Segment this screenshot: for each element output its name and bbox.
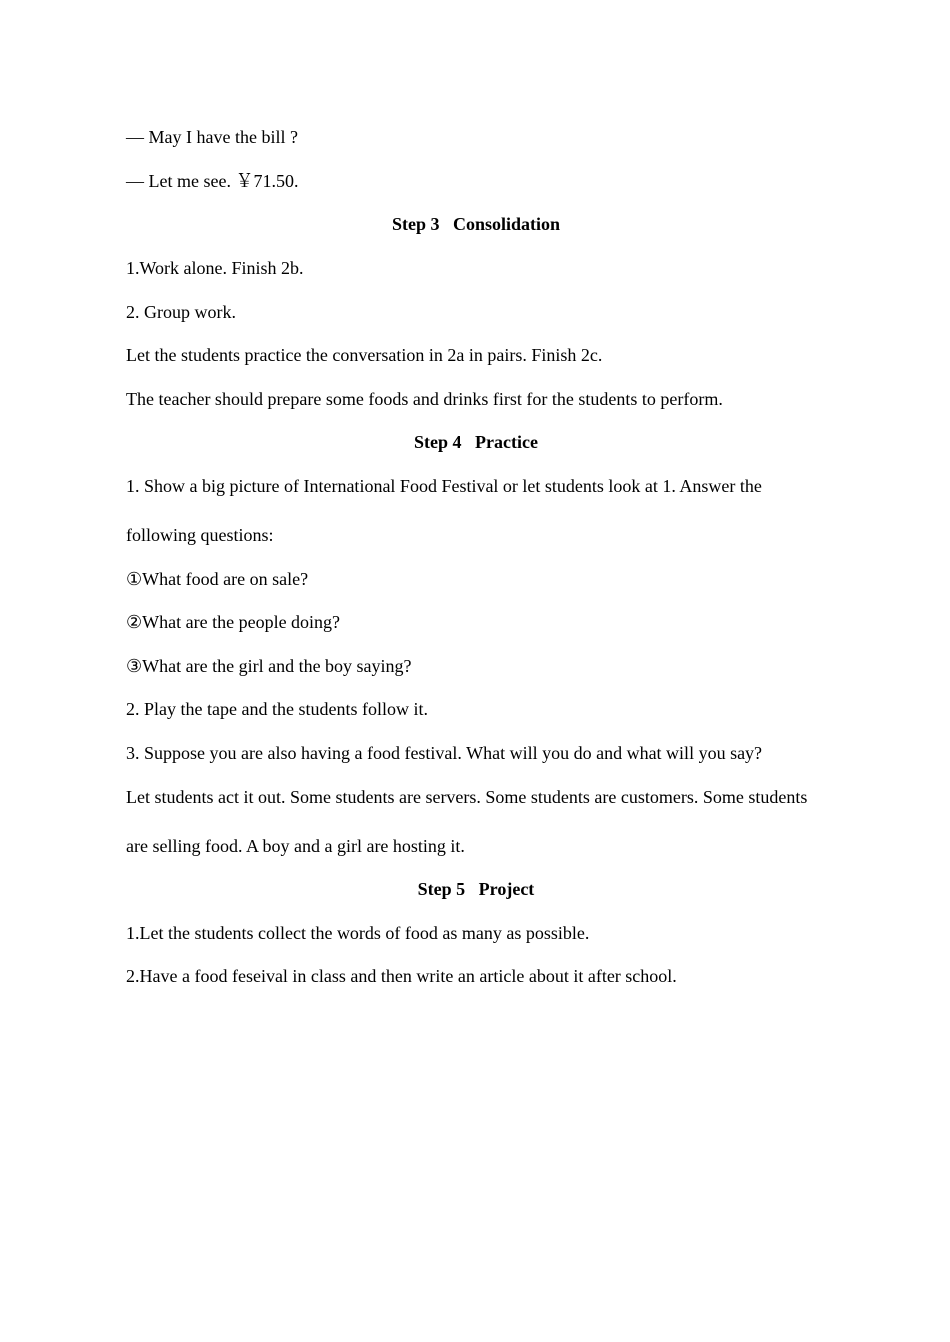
step5-heading: Step 5 Project — [417, 879, 535, 899]
paragraph: Let students act it out. Some students are servers. Some students are customers. Some students — [126, 787, 808, 807]
paragraph: following questions: — [126, 525, 274, 545]
dialogue-line: — Let me see. ￥71.50. — [126, 171, 299, 191]
paragraph: 1.Let the students collect the words of food as many as possible. — [126, 923, 590, 943]
question-item: ②What are the people doing? — [126, 612, 341, 632]
question-item: ③What are the girl and the boy saying? — [126, 656, 412, 676]
paragraph: 1. Show a big picture of International Food Festival or let students look at 1. Answer the — [126, 476, 762, 496]
dialogue-line: — May I have the bill ? — [126, 127, 298, 147]
paragraph: 2.Have a food feseival in class and then write an article about it after school. — [126, 966, 677, 986]
paragraph: 2. Group work. — [126, 302, 236, 322]
paragraph: The teacher should prepare some foods and drinks first for the students to perform. — [126, 389, 723, 409]
paragraph: Let the students practice the conversation in 2a in pairs. Finish 2c. — [126, 345, 603, 365]
paragraph: 1.Work alone. Finish 2b. — [126, 258, 304, 278]
paragraph: are selling food. A boy and a girl are hosting it. — [126, 836, 465, 856]
step3-heading: Step 3 Consolidation — [391, 214, 561, 234]
paragraph: 3. Suppose you are also having a food festival. What will you do and what will you say? — [126, 743, 763, 763]
question-item: ①What food are on sale? — [126, 569, 309, 589]
paragraph: 2. Play the tape and the students follow it. — [126, 699, 428, 719]
step4-heading: Step 4 Practice — [414, 432, 538, 452]
